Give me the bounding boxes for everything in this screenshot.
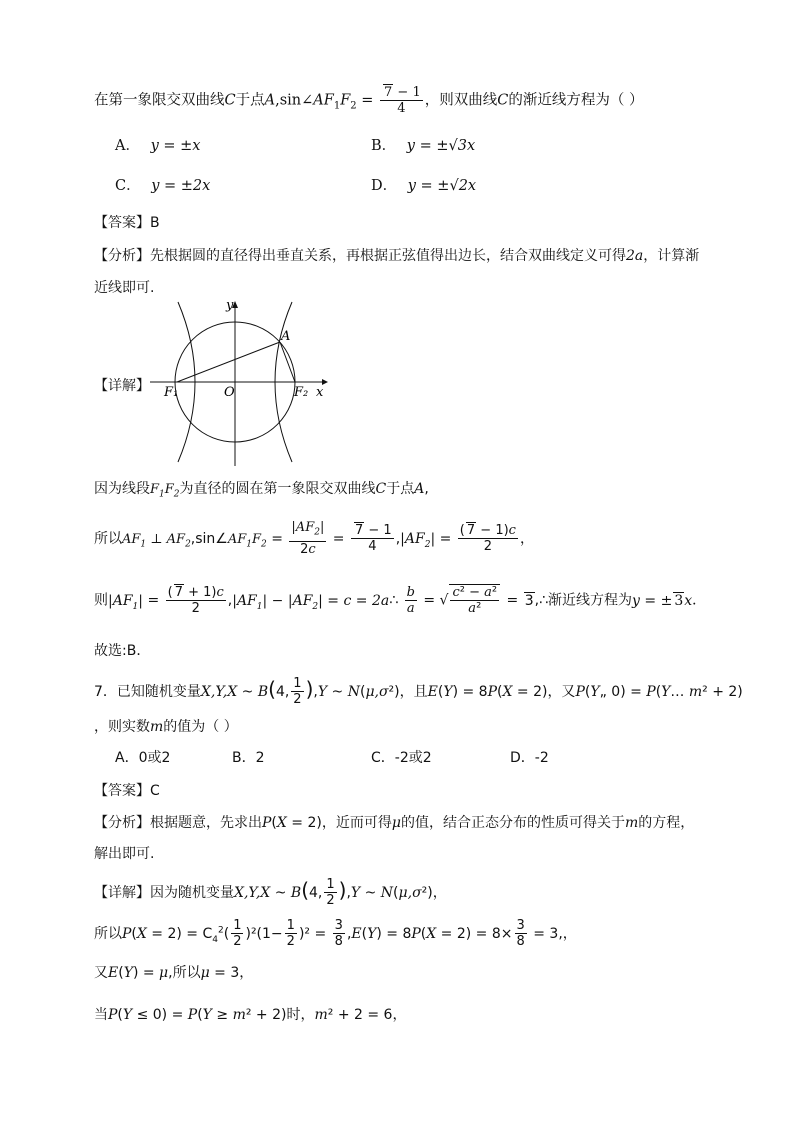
q7-option-c[interactable]: C．-2或2 [371, 750, 432, 766]
q7-option-d[interactable]: D．-2 [510, 750, 549, 766]
q7-detail-line2: 所以$P(X = 2) = C_4^2$( $\frac{1}{2}$ )²(1− $\frac{1}{2}$ )² = $\frac{3}{8}$ ,E(Y) = 8P(X = 2) = 8× $\frac{3}{8}$ = 3,， [94, 918, 577, 949]
q6-option-d[interactable]: D． y = ±√2x [371, 178, 477, 194]
q6-analysis-line2: 近线即可. [94, 280, 155, 296]
q6-answer: 【答案】B [94, 215, 160, 231]
q7-detail-line3: 又E(Y) = μ,所以μ = 3， [94, 965, 254, 981]
q6-option-b[interactable]: B． y = ±√3x [371, 138, 476, 154]
segment-a-f2 [280, 342, 295, 382]
hyperbola-circle-figure [150, 296, 330, 468]
q7-analysis-line2: 解出即可. [94, 846, 155, 862]
q7-stem-line1: 7．已知随机变量X,Y,X ~ B(4, $\frac{1}{2}$ ),Y ~ N(μ,σ²)，且E(Y) = 8P(X = 2)，又P(Y„ 0) = P(Y… m² + 2) [94, 676, 743, 707]
q6-option-c[interactable]: C． y = ±2x [115, 178, 211, 194]
q7-option-b[interactable]: B．2 [232, 750, 265, 766]
q7-answer: 【答案】C [94, 783, 160, 799]
q7-stem-line2: ，则实数m的值为（ ） [94, 719, 238, 735]
label-o: O [224, 385, 235, 400]
label-f1: F₁ [164, 385, 179, 400]
fraction: $\frac{7 - 1}{4}$ [380, 84, 423, 117]
q7-detail-line1: 【详解】因为随机变量X,Y,X ~ B(4, $\frac{1}{2}$ ),Y ~ N(μ,σ²)， [94, 877, 447, 908]
q6-detail-tag: 【详解】 [94, 378, 150, 394]
q6-detail-line3: 则$|AF_1|$ = $\frac{( 7 + 1)c}{2}$ $,|AF_1| - |AF_2| = c$ = 2a∴ $\frac{b}{a}$ = √ $\frac{\text{c² − a²}}{\text{a²}}$ = 3,∴渐近线方程为y = ± 3x． [94, 584, 707, 616]
q6-option-a[interactable]: A． y = ±x [115, 138, 201, 154]
label-x: x [316, 385, 324, 400]
segment-f1-a [177, 342, 280, 382]
q7-analysis-line1: 【分析】根据题意，先求出P(X = 2)，近而可得μ的值，结合正态分布的性质可得关于m的方程， [94, 815, 695, 831]
label-a: A [281, 329, 291, 344]
q6-conclusion: 故选:B． [94, 643, 151, 659]
q7-detail-line4: 当P(Y ≤ 0) = P(Y ≥ m² + 2)时，m² + 2 = 6， [94, 1007, 407, 1023]
q7-option-a[interactable]: A．0或2 [115, 750, 171, 766]
q6-detail-line2: 所以$AF_1$ ⊥ $AF_2,\sin\angle AF_1F_2$ = $\frac{|AF_2|}{2c}$ = $\frac{7 - 1}{4}$ $,|AF_2|$ = $\frac{( 7 - 1)c}{2}$ ， [94, 520, 534, 557]
q6-analysis-line1: 【分析】先根据圆的直径得出垂直关系，再根据正弦值得出边长，结合双曲线定义可得2a，计算渐 [94, 248, 700, 264]
label-y: y [226, 298, 234, 313]
q6-stem: 在第一象限交双曲线C于点$A,\sin\angle AF_1F_2$ = $\frac{7 - 1}{4}$ ，则双曲线C的渐近线方程为（ ） [94, 85, 644, 116]
q6-detail-line1: 因为线段$F_1F_2$为直径的圆在第一象限交双曲线C于点A, [94, 481, 429, 500]
label-f2: F₂ [294, 385, 309, 400]
